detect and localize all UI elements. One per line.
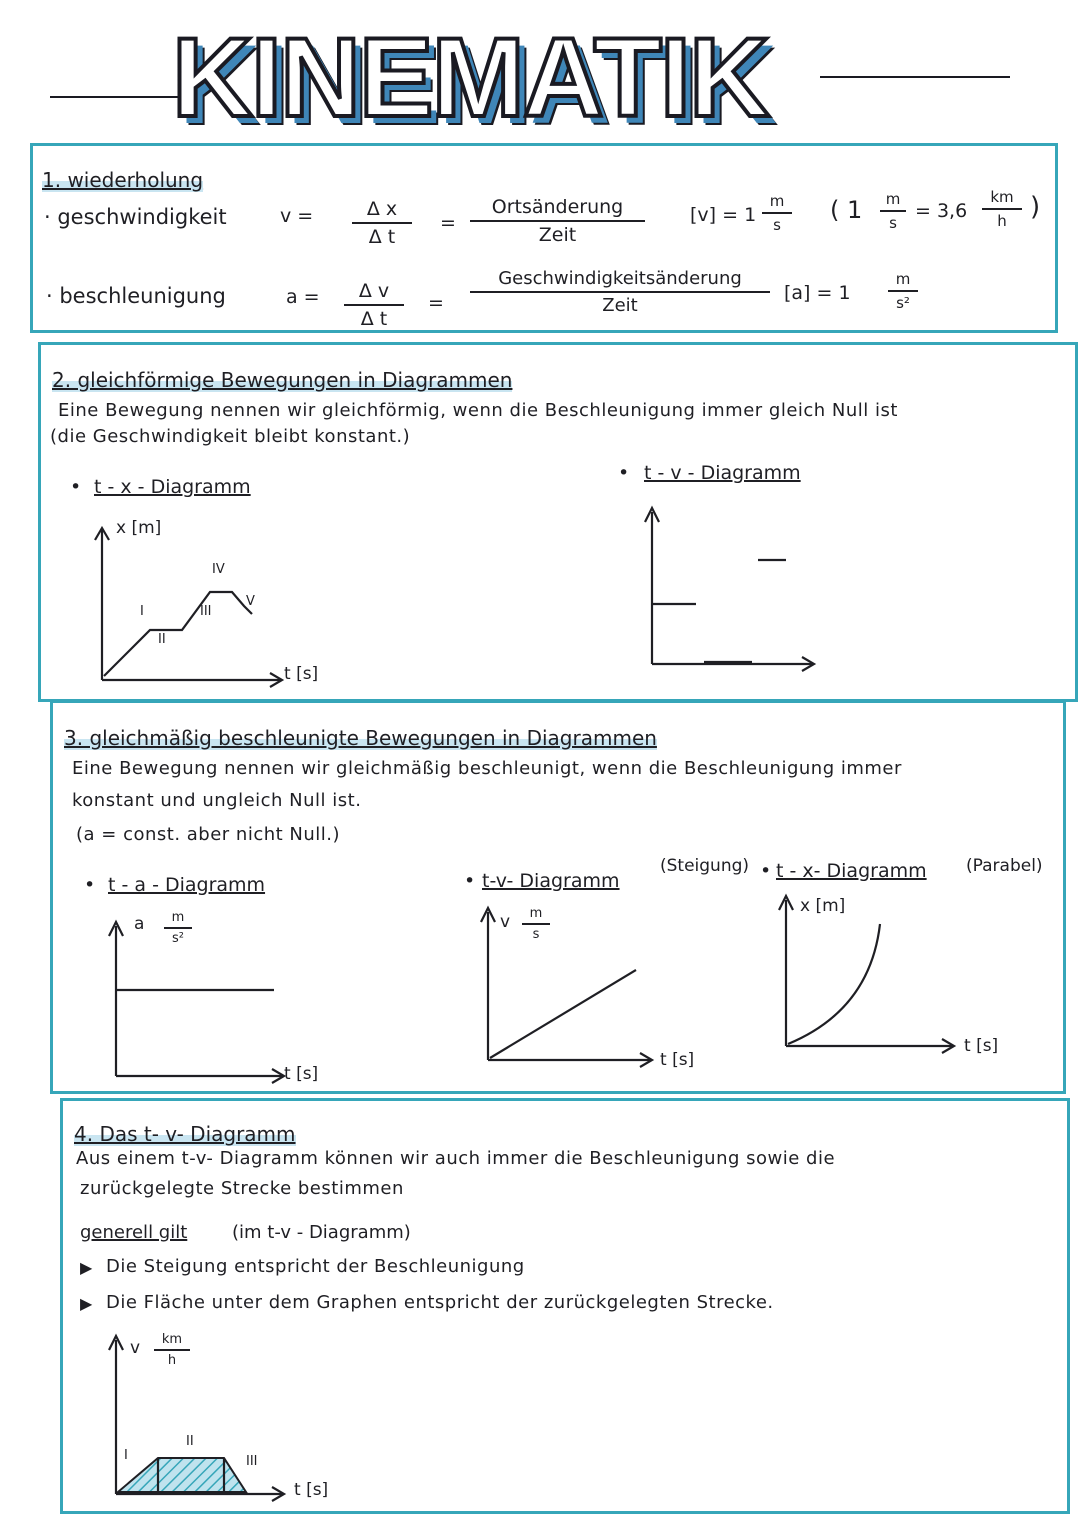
tv4-segment-label: III bbox=[246, 1454, 258, 1469]
ta-y-label: a bbox=[134, 914, 145, 934]
tx-x-label: t [s] bbox=[284, 664, 319, 684]
section-3-text-2: konstant und ungleich Null ist. bbox=[72, 790, 362, 811]
velocity-unit: [v] = 1 bbox=[690, 204, 757, 226]
acceleration-unit-den: s² bbox=[896, 294, 910, 312]
velocity-word-den: Zeit bbox=[538, 224, 577, 246]
section-1-heading: 1. wiederholung bbox=[42, 168, 204, 192]
section-4-heading: 4. Das t- v- Diagramm bbox=[74, 1122, 296, 1146]
tv-accel-x-label: t [s] bbox=[660, 1050, 695, 1070]
tx-segment-label: IV bbox=[212, 562, 225, 577]
velocity-symbol: v = bbox=[280, 205, 314, 227]
velocity-unit-num: m bbox=[762, 192, 792, 214]
tx-y-label: x [m] bbox=[116, 518, 162, 538]
ta-y-unit-den: s² bbox=[172, 931, 184, 946]
tv-accel-y-unit-num: m bbox=[522, 906, 550, 925]
tv-accel-diagram-title: t-v- Diagramm bbox=[482, 870, 620, 892]
bullet-dot: • bbox=[760, 860, 772, 882]
section-4-text-1: Aus einem t-v- Diagramm können wir auch immer die Beschleunigung sowie die bbox=[76, 1148, 836, 1169]
section-3-text-3: (a = const. aber nicht Null.) bbox=[76, 824, 341, 845]
section-2-heading: 2. gleichförmige Bewegungen in Diagrammen bbox=[52, 368, 513, 392]
triangle-bullet: ▶ bbox=[80, 1258, 93, 1277]
bullet-dot: • bbox=[618, 462, 630, 484]
rule-bullet-2: Die Fläche unter dem Graphen entspricht der zurückgelegten Strecke. bbox=[106, 1292, 774, 1313]
tx-segment-label: III bbox=[200, 604, 212, 619]
section-2-text-2: (die Geschwindigkeit bleibt konstant.) bbox=[50, 426, 411, 447]
rule-paren: (im t-v - Diagramm) bbox=[232, 1222, 411, 1243]
tx-accel-y-label: x [m] bbox=[800, 896, 846, 916]
conversion-num-2: km bbox=[982, 188, 1022, 210]
velocity-equals: = bbox=[440, 212, 456, 234]
velocity-label: · geschwindigkeit bbox=[44, 205, 227, 229]
section-3-text-1: Eine Bewegung nennen wir gleichmäßig beschleunigt, wenn die Beschleunigung immer bbox=[72, 758, 902, 779]
tv-diagram-title: t - v - Diagramm bbox=[644, 462, 801, 484]
bullet-dot: • bbox=[84, 874, 96, 896]
conversion-close: ) bbox=[1030, 192, 1041, 222]
acceleration-fraction-den: Δ t bbox=[360, 308, 388, 330]
conversion-den-1: s bbox=[889, 214, 897, 232]
tv-accel-note: (Steigung) bbox=[660, 856, 750, 876]
tv4-y-unit bbox=[154, 1332, 190, 1368]
tv4-area bbox=[118, 1458, 246, 1492]
tv4-y-unit-num: km bbox=[154, 1332, 190, 1351]
conversion-den-2: h bbox=[997, 212, 1007, 230]
tv-accel-y-label: v bbox=[500, 912, 511, 932]
acceleration-unit: [a] = 1 bbox=[784, 282, 851, 304]
rule-label: generell gilt bbox=[80, 1222, 188, 1243]
tv-accel-y-unit-den: s bbox=[532, 927, 540, 942]
tx-accel-x-label: t [s] bbox=[964, 1036, 999, 1056]
conversion-num-1: m bbox=[880, 190, 906, 212]
tv4-segment-label: I bbox=[124, 1448, 128, 1463]
acceleration-unit-num: m bbox=[888, 270, 918, 292]
acceleration-word-num: Geschwindigkeitsänderung bbox=[470, 268, 770, 293]
tv4-y-label: v bbox=[130, 1338, 141, 1358]
page-title: KINEMATIK bbox=[172, 15, 768, 140]
ta-y-unit-num: m bbox=[164, 910, 192, 929]
section-2-text-1: Eine Bewegung nennen wir gleichförmig, wenn die Beschleunigung immer gleich Null ist bbox=[58, 400, 898, 421]
acceleration-fraction-num: Δ v bbox=[344, 280, 404, 306]
triangle-bullet: ▶ bbox=[80, 1294, 93, 1313]
velocity-fraction-num: Δ x bbox=[352, 198, 412, 224]
conversion-mid: = 3,6 bbox=[915, 200, 968, 222]
acceleration-symbol: a = bbox=[286, 286, 320, 308]
tx-segment-label: II bbox=[158, 632, 166, 647]
tx-segment-label: I bbox=[140, 604, 144, 619]
section-3-heading: 3. gleichmäßig beschleunigte Bewegungen in Diagrammen bbox=[64, 726, 657, 750]
ta-diagram-title: t - a - Diagramm bbox=[108, 874, 266, 896]
tx-accel-diagram-title: t - x- Diagramm bbox=[776, 860, 927, 882]
acceleration-equals: = bbox=[428, 292, 444, 314]
tv4-segment-label: II bbox=[186, 1434, 194, 1449]
tv4-x-label: t [s] bbox=[294, 1480, 329, 1500]
acceleration-label: · beschleunigung bbox=[46, 284, 226, 308]
velocity-fraction-den: Δ t bbox=[368, 226, 396, 248]
velocity-unit-den: s bbox=[773, 216, 781, 234]
tx-diagram-title: t - x - Diagramm bbox=[94, 476, 251, 498]
tv4-y-unit-den: h bbox=[167, 1353, 177, 1368]
bullet-dot: • bbox=[70, 476, 82, 498]
ta-x-label: t [s] bbox=[284, 1064, 319, 1084]
section-4-text-2: zurückgelegte Strecke bestimmen bbox=[80, 1178, 404, 1199]
tx-segment-label: V bbox=[246, 594, 255, 609]
bullet-dot: • bbox=[464, 870, 476, 892]
velocity-word-num: Ortsänderung bbox=[470, 196, 645, 222]
tx-accel-note: (Parabel) bbox=[966, 856, 1043, 876]
conversion-open: ( 1 bbox=[830, 196, 863, 224]
acceleration-word-den: Zeit bbox=[602, 295, 638, 316]
rule-bullet-1: Die Steigung entspricht der Beschleunigung bbox=[106, 1256, 525, 1277]
